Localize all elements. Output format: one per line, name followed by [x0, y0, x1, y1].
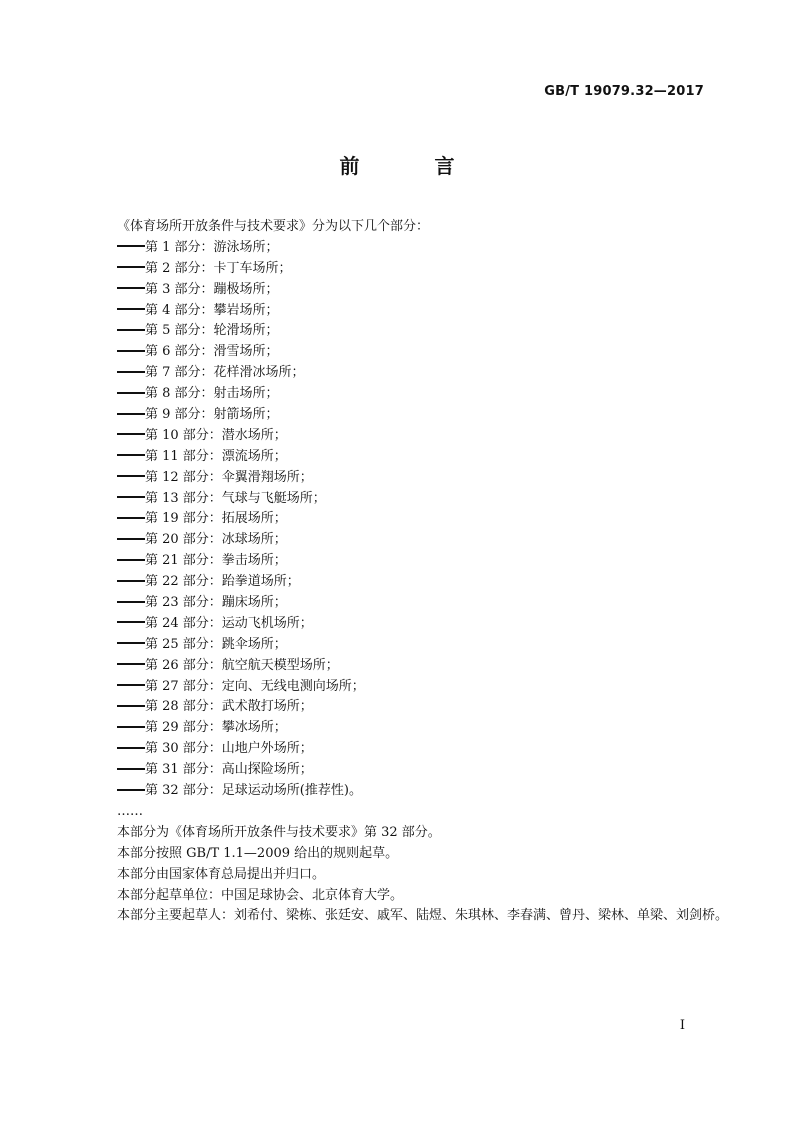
part-label: 第 31 部分：高山探险场所； [145, 762, 313, 778]
em-dash-marker [117, 642, 145, 644]
part-list-item [117, 384, 717, 405]
em-dash-marker [117, 517, 145, 519]
part-label: 第 5 部分：轮滑场所； [145, 323, 279, 339]
part-list-item [117, 656, 717, 677]
em-dash-marker [117, 601, 145, 603]
em-dash-marker [117, 350, 145, 352]
part-list-item [117, 739, 717, 760]
statement-line: 本部分为《体育场所开放条件与技术要求》第 32 部分。 [117, 824, 441, 840]
part-list-item [117, 489, 717, 510]
em-dash-marker [117, 392, 145, 394]
part-list-item [117, 697, 717, 718]
part-label: 第 27 部分：定向、无线电测向场所； [145, 678, 365, 694]
part-label: 第 3 部分：蹦极场所； [145, 281, 279, 297]
page-title: 前 言 [339, 154, 489, 178]
statement-line: 本部分主要起草人：刘希付、梁栋、张廷安、戚军、陆煜、朱琪林、李春满、曾丹、梁林、单梁、刘剑桥。 [117, 908, 729, 924]
part-label: 第 28 部分：武术散打场所； [145, 699, 313, 715]
em-dash-marker [117, 413, 145, 415]
part-list-item [117, 614, 717, 635]
em-dash-marker [117, 768, 145, 770]
part-list-item [117, 363, 717, 384]
part-label: 第 9 部分：射箭场所； [145, 407, 279, 423]
em-dash-marker [117, 371, 145, 373]
part-list-item [117, 509, 717, 530]
part-label: 第 25 部分：跳伞场所； [145, 636, 287, 652]
em-dash-marker [117, 684, 145, 686]
part-list-item [117, 530, 717, 551]
part-label: 第 4 部分：攀岩场所； [145, 302, 279, 318]
part-list-item [117, 677, 717, 698]
part-list-item [117, 405, 717, 426]
part-list-item [117, 447, 717, 468]
part-label: 第 24 部分：运动飞机场所； [145, 615, 313, 631]
em-dash-marker [117, 726, 145, 728]
part-list-item [117, 238, 717, 259]
em-dash-marker [117, 308, 145, 310]
part-label: 第 10 部分：潜水场所； [145, 427, 287, 443]
part-list-item [117, 781, 717, 802]
part-label: 第 6 部分：滑雪场所； [145, 344, 279, 360]
em-dash-marker [117, 266, 145, 268]
part-label: 第 32 部分：足球运动场所(推荐性)。 [145, 783, 362, 799]
part-label: 第 1 部分：游泳场所； [145, 239, 279, 255]
document-body [117, 217, 729, 927]
em-dash-marker [117, 433, 145, 435]
part-label: 第 23 部分：蹦床场所； [145, 595, 287, 611]
part-list-item [117, 718, 717, 739]
part-list-item [117, 259, 717, 280]
em-dash-marker [117, 475, 145, 477]
part-list-item [117, 426, 717, 447]
em-dash-marker [117, 454, 145, 456]
em-dash-marker [117, 329, 145, 331]
statement-line: 本部分按照 GB/T 1.1—2009 给出的规则起草。 [117, 845, 399, 861]
document-number: GB/T 19079.32—2017 [544, 84, 704, 99]
part-label: 第 22 部分：跆拳道场所； [145, 574, 300, 590]
em-dash-marker [117, 705, 145, 707]
em-dash-marker [117, 245, 145, 247]
page-number: I [679, 1018, 685, 1033]
part-label: 第 21 部分：拳击场所； [145, 553, 287, 569]
statements-list [117, 823, 729, 927]
em-dash-marker [117, 538, 145, 540]
intro-line: 《体育场所开放条件与技术要求》分为以下几个部分： [117, 219, 430, 234]
em-dash-marker [117, 580, 145, 582]
part-label: 第 30 部分：山地户外场所； [145, 741, 313, 757]
part-list-item [117, 572, 717, 593]
em-dash-marker [117, 747, 145, 749]
part-label: 第 11 部分：漂流场所； [145, 448, 287, 464]
part-list-item [117, 760, 717, 781]
statement-line: 本部分由国家体育总局提出并归口。 [117, 866, 326, 882]
statement-line: 本部分起草单位：中国足球协会、北京体育大学。 [117, 887, 404, 903]
part-list-item [117, 342, 717, 363]
em-dash-marker [117, 789, 145, 791]
part-label: 第 20 部分：冰球场所； [145, 532, 287, 548]
part-label: 第 29 部分：攀冰场所； [145, 720, 287, 736]
part-list-item [117, 551, 717, 572]
part-list-item [117, 635, 717, 656]
part-label: 第 19 部分：拓展场所； [145, 511, 287, 527]
part-list-item [117, 301, 717, 322]
part-label: 第 26 部分：航空航天模型场所； [145, 657, 339, 673]
em-dash-marker [117, 621, 145, 623]
part-label: 第 2 部分：卡丁车场所； [145, 260, 292, 276]
ellipsis: …… [117, 803, 143, 819]
em-dash-marker [117, 287, 145, 289]
part-list-item [117, 468, 717, 489]
part-list-item [117, 280, 717, 301]
part-label: 第 7 部分：花样滑冰场所； [145, 365, 305, 381]
em-dash-marker [117, 559, 145, 561]
em-dash-marker [117, 663, 145, 665]
em-dash-marker [117, 496, 145, 498]
part-label: 第 8 部分：射击场所； [145, 386, 279, 402]
part-list-item [117, 593, 717, 614]
part-list-item [117, 321, 717, 342]
part-label: 第 13 部分：气球与飞艇场所； [145, 490, 326, 506]
parts-list [117, 238, 717, 802]
part-label: 第 12 部分：伞翼滑翔场所； [145, 469, 313, 485]
